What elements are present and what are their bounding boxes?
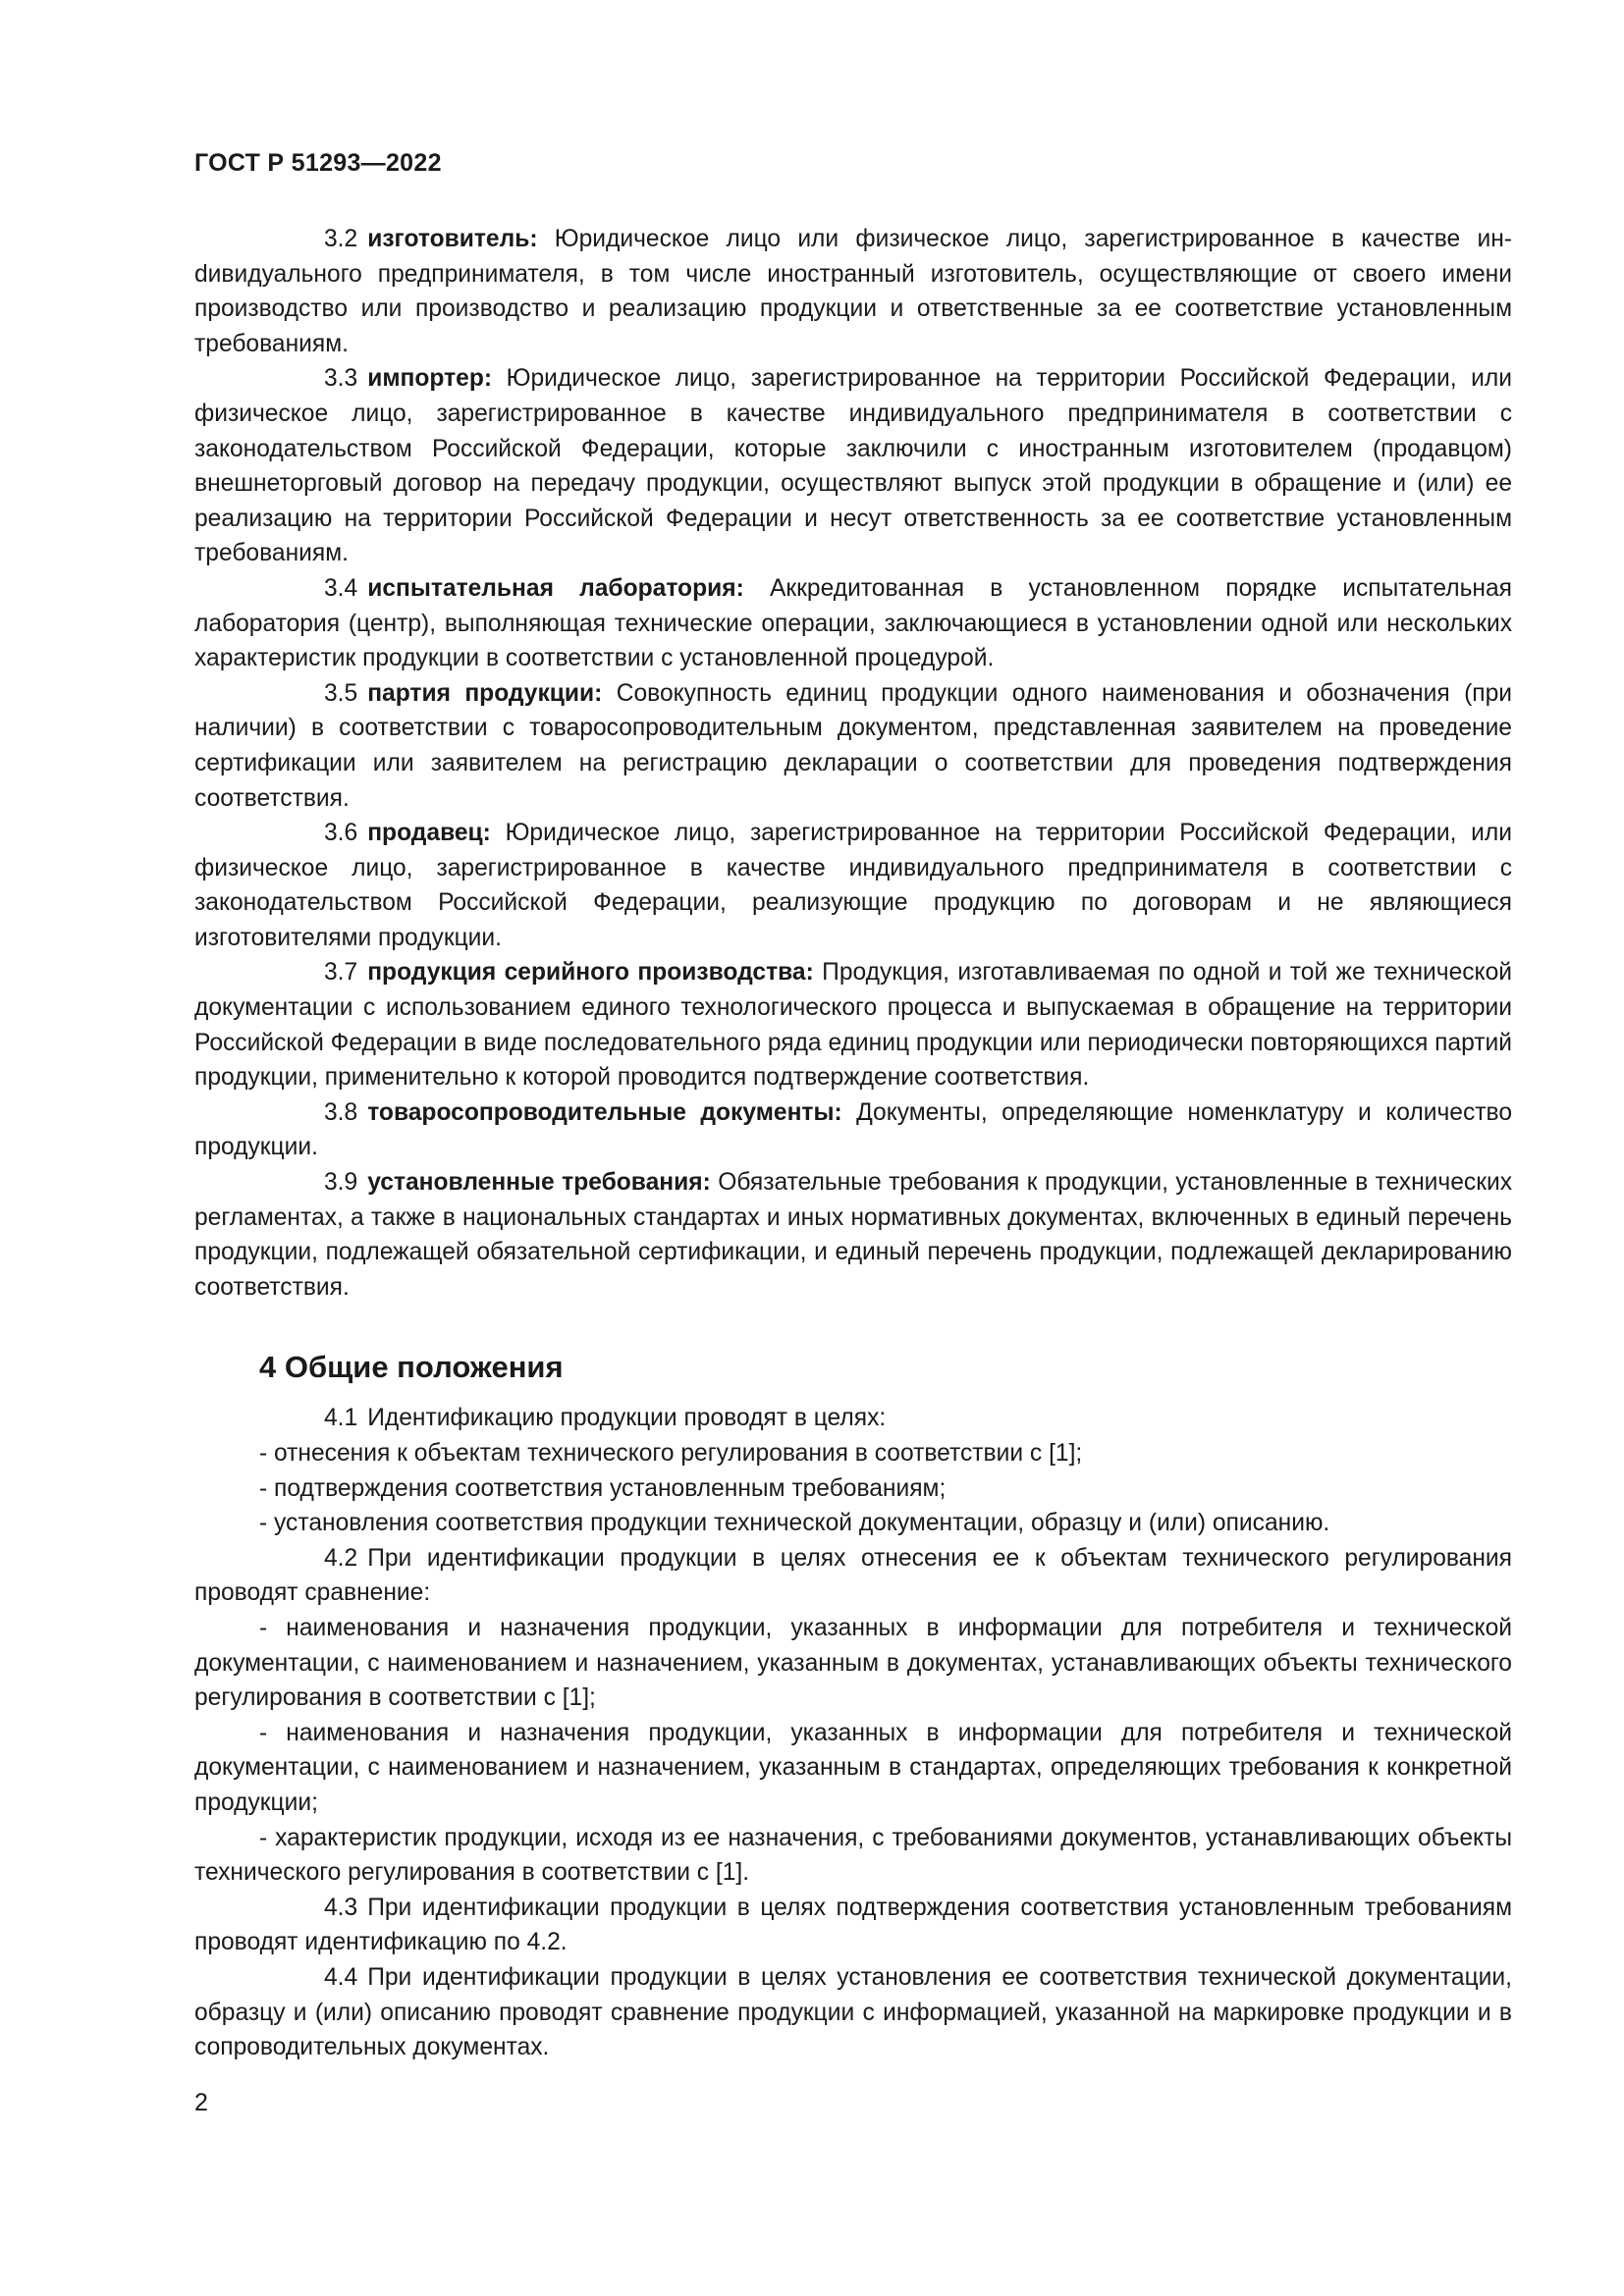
- term-text: Совокупность единиц продукции одного наименования и обозначения (при наличии) в соответствии с товаросопроводительным документом, представленная заявителем на проведение сертификации или заявителем на регистрацию декларации о соответствии для проведения подтверждения соответствия.: [194, 679, 1512, 812]
- clause-4-1: [194, 1401, 1512, 1436]
- term-text: Аккредитованная в установленном порядке испытательная лаборатория (центр), выполняющая технические операции, заключающиеся в установлении одной или нескольких характеристик продукции в соответствии с установленной процедурой.: [194, 574, 1512, 672]
- clause-text: Идентификацию продукции проводят в целях:: [367, 1405, 887, 1432]
- clause-number: 4.1: [324, 1405, 358, 1432]
- term-text: Обязательные требования к продукции, установленные в технических регламентах, а также в национальных стандартах и иных нормативных документах, включенных в единый перечень продукции, подлежащей обязательной сертификации, и единый перечень продукции, подлежащей декларированию соответствия.: [194, 1169, 1512, 1301]
- clause-text: При идентификации продукции в целях отнесения ее к объектам технического регулирования проводят сравнение:: [194, 1544, 1512, 1607]
- term-definition-3-6: [194, 816, 1512, 955]
- clause-number: 3.9: [324, 1169, 358, 1197]
- clause-number: 3.5: [324, 679, 358, 707]
- term-text: Документы, определяющие номенклатуру и количество продукции.: [194, 1098, 1512, 1161]
- term-text: Продукция, изготавливаемая по одной и той же технической документации с использованием единого технологического процесса и выпускаемая в обращение на территории Российской Федерации в виде последовательного ряда единиц продукции или периодически повторяющихся партий продукции, применительно к которой проводится подтверждение соответствия.: [194, 959, 1513, 1092]
- term-name: продавец:: [367, 820, 491, 847]
- term-definition-3-5: [194, 676, 1512, 816]
- term-name: партия продукции:: [367, 679, 603, 707]
- clause-4-3: [194, 1891, 1512, 1960]
- term-name: товаросопроводительные документы:: [367, 1098, 842, 1126]
- clause-number: 3.6: [324, 820, 358, 847]
- term-name: установленные требования:: [367, 1169, 711, 1197]
- document-body: [194, 222, 1512, 2065]
- term-text: Юридическое лицо или физическое лицо, зарегистрированное в качестве инdивидуального предпринимателя, в том числе иностранный изготовитель, осуществляющие от своего имени производство или производство и реализацию продукции и ответственные за ее соответствие установленным требованиям.: [194, 226, 1512, 357]
- list-item: - наименования и назначения продукции, указанных в информации для потребителя и технической документации, с наименованием и назначением, указанным в документах, устанавливающих объекты технического регулирования в соответствии с [1];: [194, 1614, 1512, 1712]
- clause-4-4: [194, 1960, 1512, 2065]
- term-name: продукция серийного производства:: [367, 959, 814, 987]
- clause-number: 4.3: [324, 1894, 358, 1921]
- clause-text: При идентификации продукции в целях подтверждения соответствия установленным требованиям проводят идентификацию по 4.2.: [194, 1894, 1512, 1956]
- list-item: - характеристик продукции, исходя из ее назначения, с требованиями документов, устанавливающих объекты технического регулирования в соответствии с [1].: [194, 1824, 1512, 1887]
- list-item: - отнесения к объектам технического регулирования в соответствии с [1];: [259, 1440, 1083, 1467]
- clause-number: 3.7: [324, 959, 358, 987]
- term-name: импортер:: [367, 365, 493, 393]
- clause-4-2: [194, 1541, 1512, 1611]
- clause-number: 4.4: [324, 1963, 358, 1991]
- list-item: - наименования и назначения продукции, указанных в информации для потребителя и технической документации, с наименованием и назначением, указанным в стандартах, определяющих требования к конкретной продукции;: [194, 1719, 1512, 1816]
- term-definition-3-3: [194, 361, 1512, 571]
- clause-number: 3.4: [324, 574, 358, 602]
- term-name: испытательная лаборатория:: [367, 574, 744, 602]
- term-text: Юридическое лицо, зарегистрированное на территории Российской Федерации, или физическое лицо, зарегистрированное в качестве индивидуального предпринимателя в соответствии с законодательством Российской Федерации, реализующие продукцию по договорам и не являющиеся изготовителями продукции.: [194, 820, 1512, 951]
- term-text: Юридическое лицо, зарегистрированное на территории Российской Федерации, или физическое лицо, зарегистрированное в качестве индивидуального предпринимателя в соответствии с законодательством Российской Федерации, которые заключили с иностранным изготовителем (продавцом) внешнеторговый договор на передачу продукции, осуществляют выпуск этой продукции в обращение и (или) ее реализацию на территории Российской Федерации и несут ответственность за ее соответствие установленным требованиям.: [194, 365, 1512, 567]
- clause-number: 3.2: [324, 226, 358, 252]
- page-number: 2: [194, 2089, 208, 2116]
- list-item: - установления соответствия продукции технической документации, образцу и (или) описанию.: [259, 1510, 1330, 1537]
- clause-text: При идентификации продукции в целях установления ее соответствия технической документации, образцу и (или) описанию проводят сравнение продукции с информацией, указанной на маркировке продукции и в сопроводительных документах.: [194, 1963, 1512, 2061]
- clause-number: 3.3: [324, 365, 358, 393]
- term-definition-3-8: [194, 1095, 1512, 1165]
- term-definition-3-4: [194, 571, 1512, 676]
- term-definition-3-2: [194, 222, 1512, 361]
- document-code-header: ГОСТ Р 51293—2022: [194, 149, 442, 177]
- clause-number: 4.2: [324, 1544, 358, 1572]
- clause-number: 3.8: [324, 1098, 358, 1126]
- term-name: изготовитель:: [367, 226, 538, 252]
- section-heading: 4 Общие положения: [259, 1350, 564, 1385]
- term-definition-3-9: [194, 1165, 1512, 1305]
- list-item: - подтверждения соответствия установленным требованиям;: [259, 1474, 947, 1502]
- term-definition-3-7: [194, 955, 1512, 1095]
